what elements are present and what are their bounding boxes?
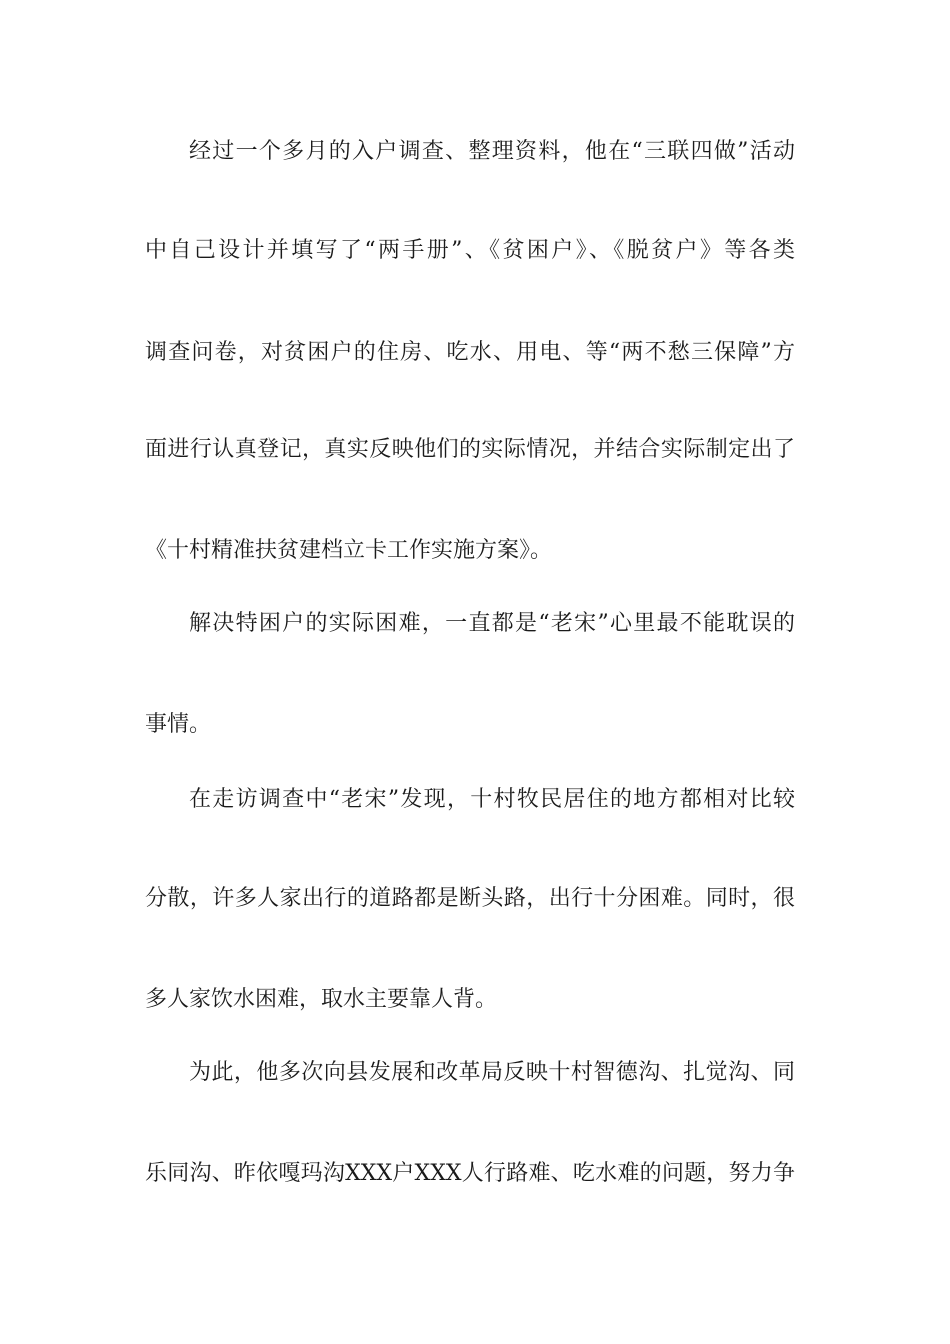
- paragraph-3-line-1: 在走访调查中“老宋”发现，十村牧民居住的地方都相对比较: [189, 787, 795, 812]
- paragraph-1-line-3: 调查问卷，对贫困户的住房、吃水、用电、等“两不愁三保障”方: [145, 340, 795, 365]
- paragraph-1-line-4: 面进行认真登记，真实反映他们的实际情况，并结合实际制定出了: [145, 437, 795, 462]
- paragraph-4-line-2: 乐同沟、昨依嘎玛沟XXX户XXX人行路难、吃水难的问题，努力争: [145, 1161, 795, 1186]
- paragraph-1-line-5: 《十村精准扶贫建档立卡工作实施方案》。: [145, 538, 553, 563]
- paragraph-3-line-3: 多人家饮水困难，取水主要靠人背。: [145, 987, 498, 1012]
- paragraph-4-line-1: 为此，他多次向县发展和改革局反映十村智德沟、扎觉沟、同: [189, 1060, 795, 1085]
- paragraph-1-line-2: 中自己设计并填写了“两手册”、《贫困户》、《脱贫户》等各类: [145, 238, 795, 263]
- paragraph-1-line-1: 经过一个多月的入户调查、整理资料，他在“三联四做”活动: [189, 139, 795, 164]
- paragraph-2-line-1: 解决特困户的实际困难，一直都是“老宋”心里最不能耽误的: [189, 611, 795, 636]
- paragraph-2-line-2: 事情。: [145, 712, 212, 737]
- paragraph-3-line-2: 分散，许多人家出行的道路都是断头路，出行十分困难。同时，很: [145, 886, 795, 911]
